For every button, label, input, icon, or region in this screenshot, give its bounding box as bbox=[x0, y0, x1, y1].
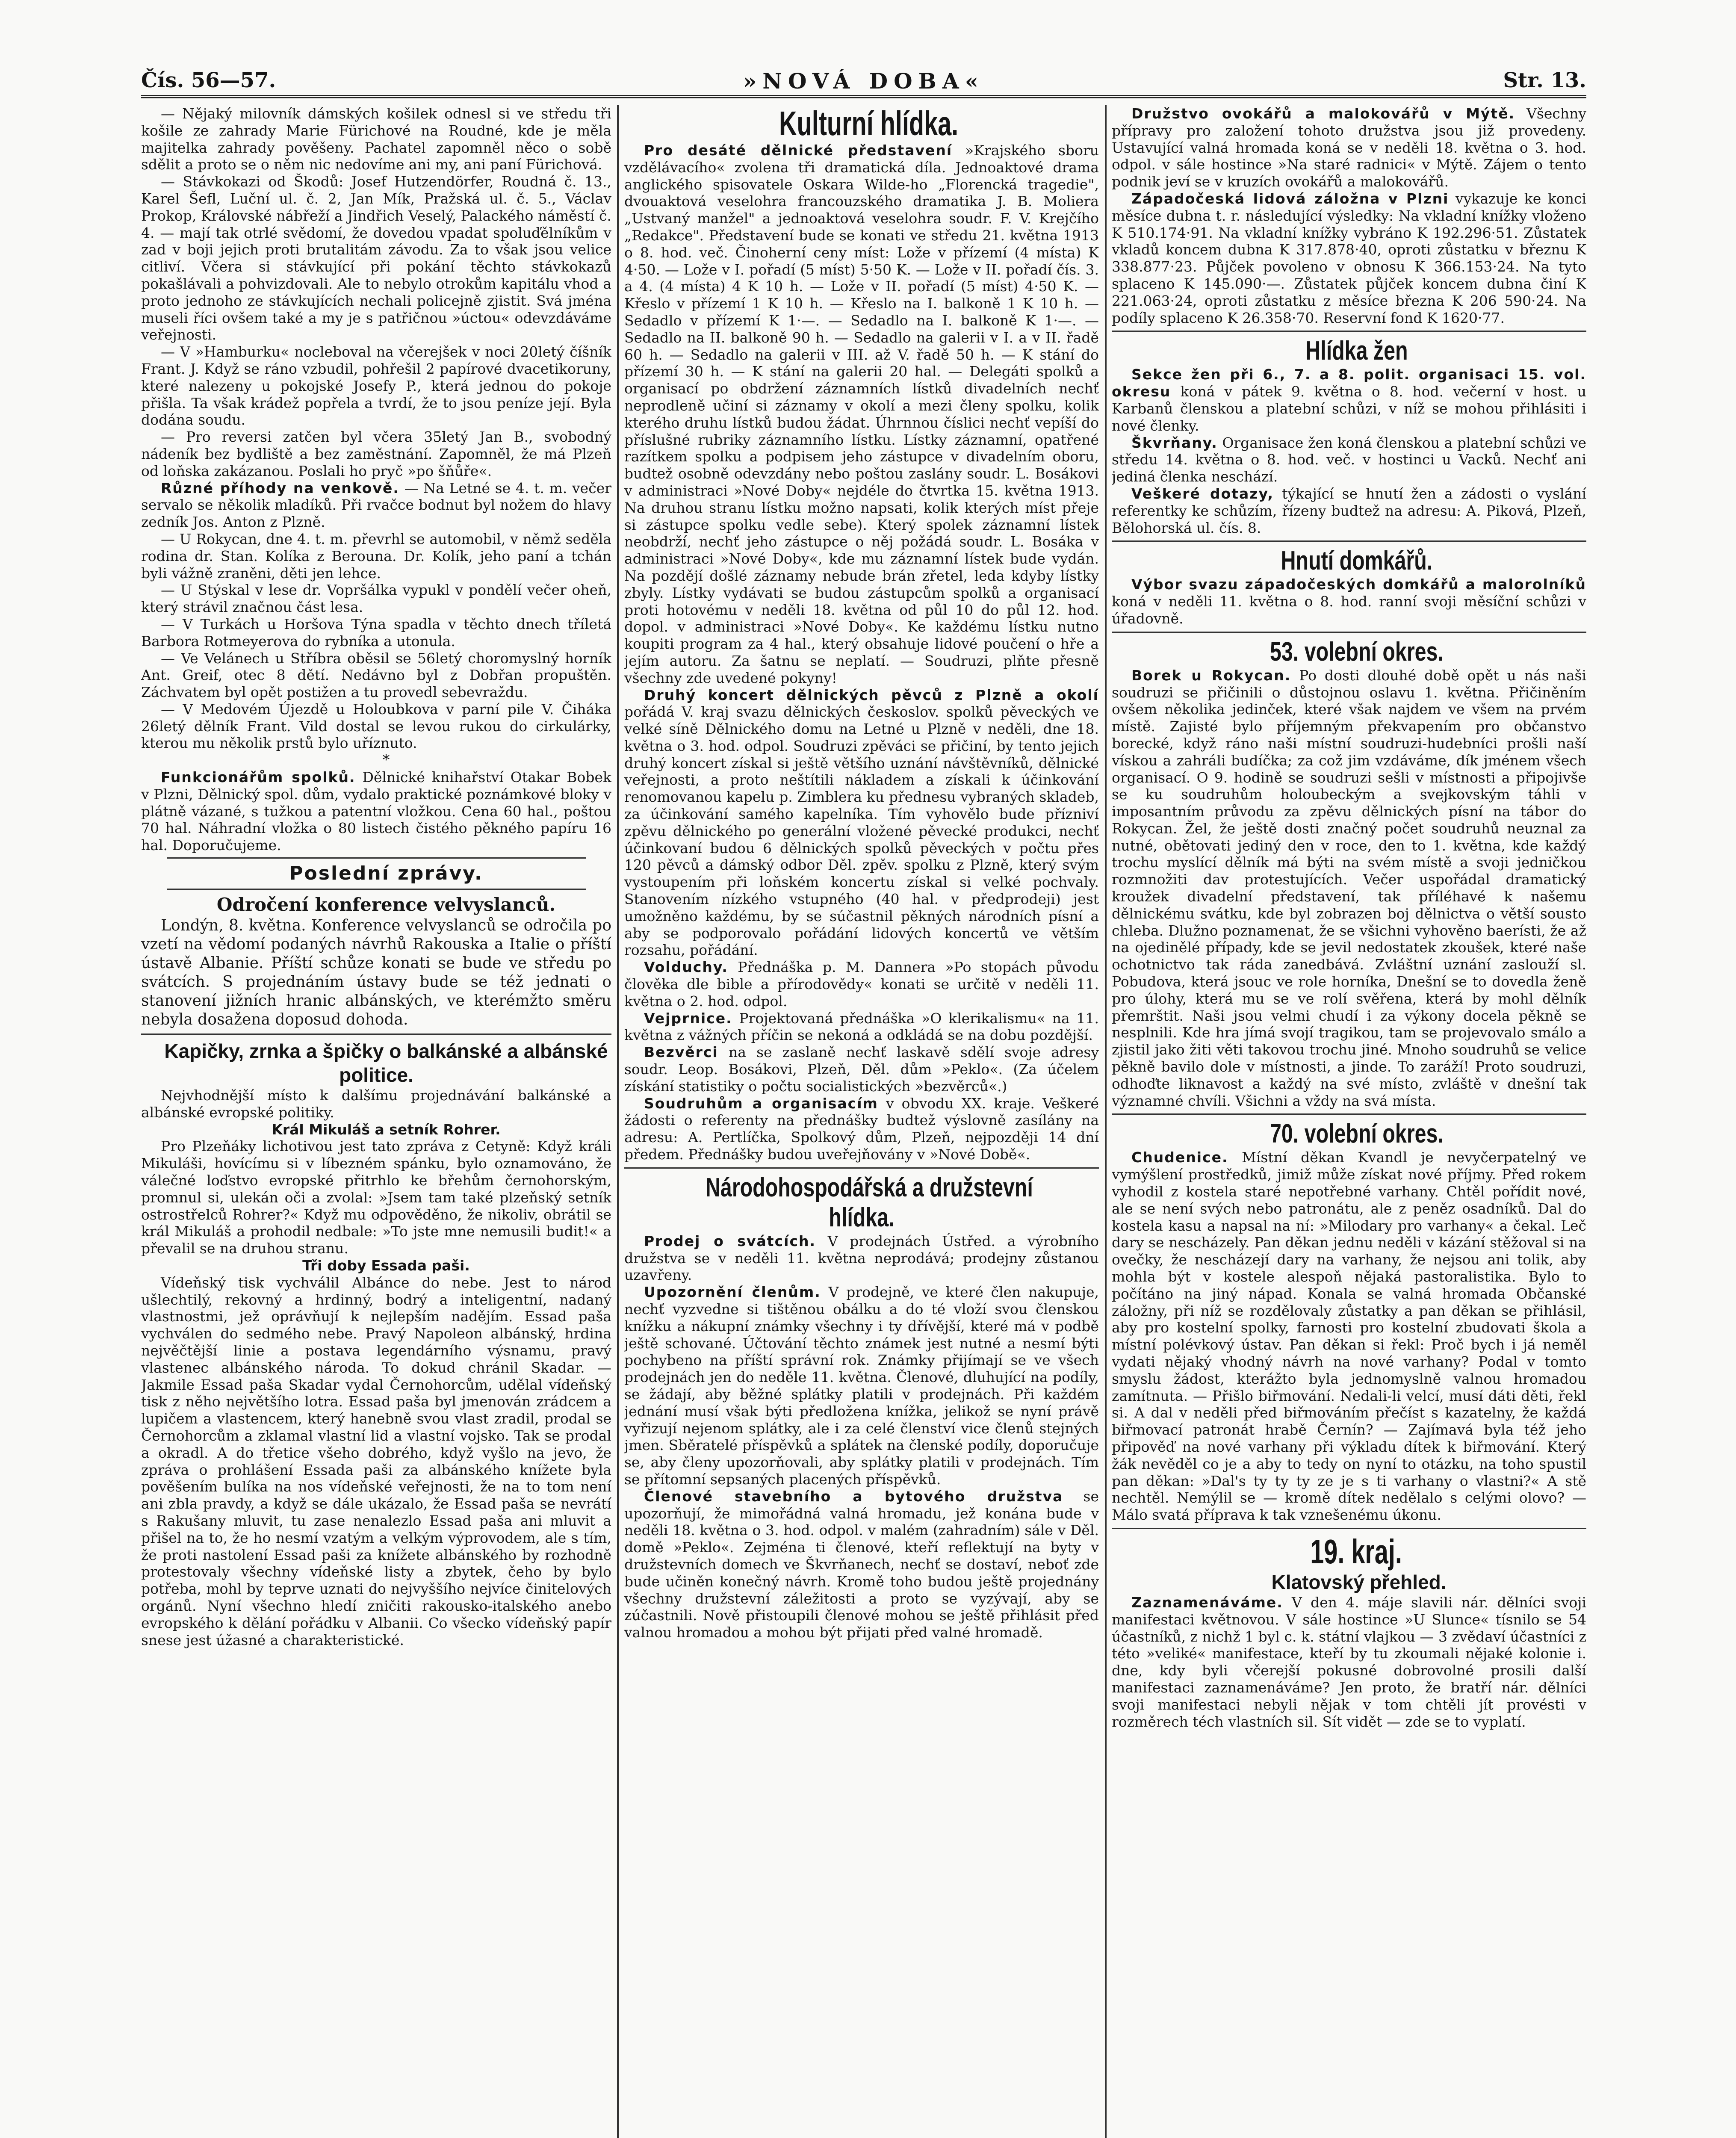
article-paragraph: — V Turkách u Horšova Týna spadla v těchto dnech tříletá Barbora Rotmeyerova do rybníka a utonula. bbox=[141, 615, 611, 650]
header-rule bbox=[141, 95, 1586, 98]
article-lead: Volduchy. bbox=[644, 959, 728, 976]
article-lead: Veškeré dotazy, bbox=[1131, 485, 1274, 502]
article-lead: Západočeská lidová záložna v Plzni bbox=[1131, 190, 1449, 207]
article-text: V prodejnách Ústřed. a výrobního družstva se v neděli 11. května neprodává; prodejny zůstanou uzavřeny. bbox=[624, 1232, 1099, 1284]
article-paragraph: — U Rokycan, dne 4. t. m. převrhl se automobil, v němž seděla rodina dr. Stan. Kolíka z Berouna. Dr. Kolík, jeho paní a tchán byli vážně zraněni, děti jen lehce. bbox=[141, 530, 611, 582]
article-paragraph bbox=[141, 769, 611, 854]
section-rule bbox=[624, 1167, 1099, 1169]
article-lead: Funkcionářům spolků. bbox=[161, 769, 356, 786]
article-lead: Upozornění členům. bbox=[644, 1284, 821, 1301]
article-text: Po dosti dlouhé době opět u nás naši soudruzi se přičinili o důstojnou oslavu 1. května. Přičiněním ovšem několika jedinček, které však najdem ve všem na prvém místě. Zajisté bylo příjemným překvapením pro občanstvo borecké, když ráno naši místní soudruzi-hudebníci prošli naší vískou a zahráli budíčka; za což jim vzdáváme, dík jménem všech organisací. O 9. hodině se soudruzi sešli v místnosti a připojivše se ku soudruhům holoubeckým a svejkovským táhli v imposantním průvodu za zpěvu dělnických písní na tábor do Rokycan. Žel, že ještě dosti značný počet soudruhů neuznal za nutné, obětovati jediný den v roce, den to 1. května, kde každý trochu myslící dělník má býti na svém místě a svoji jedničkou rozmnožiti dav protestujících. Večer uspořádal dramatický kroužek divadelní představení, tak příléhavé k našemu dělnickému svátku, kde byl zobrazen boj dělnictva o větší sousto chleba. Dlužno poznamenat, že se všichni vyhověno baerísti, že až na ojedinělé případy, kde se jevil nedostatek zkoušek, které naše ochotnictvo tak ráda zanedbává. Zvláštní uznání zaslouží sl. Pobudova, která jsouc ve role horníka, Dnešní se to dovedla ženě pro úlohy, která mu se ve rolí svěřena, která by mohl dělník přemrštit. Naši jsou velmi chudí i za výkony docela pěkně se nesplnili. Kde hra jímá svojí tragikou, tam se projevovalo smálo a zjistil jako žiti věti takovou trochu jiné. Mnoho soudruhů se velice pěkně bavilo dole v místnosti, a jinde. To zaráží! Proto soudruzi, odhoďte liknavost a každý na své místo, zvláště v dnešní tak významné chvíli. Všichni a vždy na svá místa. bbox=[1112, 667, 1586, 1109]
article-paragraph bbox=[624, 1010, 1099, 1044]
article-title: Odročení konference velvyslanců. bbox=[216, 894, 556, 915]
article-lead: Zaznamenáváme. bbox=[1131, 1594, 1283, 1611]
section-rule bbox=[1112, 1113, 1586, 1115]
article-paragraph: — Pro reversi zatčen byl včera 35letý Jan B., svobodný nádeník bez bydliště a bez zaměstnání. Zapomněl, že má Plzeň od loňska zakázanou. Poslali ho pryč »po šňůře«. bbox=[141, 428, 611, 479]
article-lead: Bezvěrci bbox=[644, 1044, 718, 1061]
section-rule bbox=[167, 857, 586, 859]
column-2 bbox=[624, 105, 1099, 2138]
page-header bbox=[141, 68, 1586, 98]
article-paragraph bbox=[1112, 366, 1586, 434]
article-paragraph bbox=[1112, 1594, 1586, 1730]
column-3 bbox=[1112, 105, 1586, 2138]
article-text: Organisace žen koná členskou a platební schůzi ve středu 14. května o 8. hod. več. v hostinci u Vacků. Nechť ani jediná členka neschází. bbox=[1112, 434, 1586, 485]
article-paragraph bbox=[1112, 576, 1586, 627]
article-paragraph bbox=[624, 687, 1099, 959]
article-text: vykazuje ke konci měsíce dubna t. r. následující výsledky: Na vkladní knížky vloženo K 510.174·91. Na vkladní knížky vybráno K 192.296·51. Zůstatek vkladů koncem dubna K 317.878·40, oproti zůstatku v březnu K 338.877·23. Půjček povoleno v obnosu K 366.153·24. Na tyto splaceno K 145.090·—. Zůstatek půjček koncem dubna činí K 221.063·24, oproti zůstatku z měsíce března K 206 590·24. Na podíly splaceno K 26.358·70. Reservní fond K 1620·77. bbox=[1112, 190, 1586, 326]
section-title: Národohospodářská a družstevní hlídka. bbox=[705, 1172, 1033, 1232]
article-lead: Členové stavebního a bytového družstva bbox=[644, 1488, 1063, 1505]
article-text: Všechny přípravy pro založení tohoto družstva jsou již provedeny. Ustavující valná hromada koná se v neděli 18. května o 3. hod. odpol. v sále hostince »Na staré radnici« v Mýtě. Zájem o tento podnik jeví se v kruzích ovokářů a malokovářů. bbox=[1112, 105, 1586, 190]
article-text: v obvodu XX. kraje. Veškeré žádosti o referenty na přednášky budtež výslovně zasílány na adresu: A. Pertlíčka, Spolkový dům, Plzeň, nejpozději 14 dní předem. Přednášky budou uveřejňovány v »Nové Době«. bbox=[624, 1095, 1099, 1163]
section-title: 70. volební okres. bbox=[1270, 1119, 1444, 1149]
article-lead: Borek u Rokycan. bbox=[1131, 667, 1291, 684]
section-title: Poslední zprávy. bbox=[289, 862, 483, 885]
section-rule bbox=[1112, 1528, 1586, 1529]
section-rule bbox=[1112, 331, 1586, 332]
column-1 bbox=[141, 105, 611, 2138]
article-paragraph: Pro Plzeňáky lichotivou jest tato zpráva z Cetyně: Když králi Mikuláši, hovícímu si v líbezném spánku, bylo oznamováno, že válečné loďstvo evropské přitrhlo ke břehům černohorským, promnul si, ulekán oči a zvolal: »Jsem tam také plzeňský setník ostrostřelců Rohrer?« Když mu odpověděno, že nikoliv, obrátil se král Mikuláš a prohodil nedbale: »To jste mne nemusili budit!« a převalil se na druhou stranu. bbox=[141, 1138, 611, 1257]
column-divider bbox=[617, 105, 619, 2138]
article-paragraph bbox=[624, 1488, 1099, 1641]
article-text: V prodejně, ve které člen nakupuje, nechť vyzvedne si tištěnou obálku a do té vloží svou členskou knížku a nákupní známky všechny i ty dřívější, které má v podbě ještě schované. Účtování těchto známek jest nutné a nesmí býti pochybeno na příští správní rok. Známky přijímají se ve všech prodejnách jen do neděle 11. května. Členové, dluhující na podíly, se žádají, aby běžné splátky platili v prodejnách. Při každém jednání musí však býti předložena knížka, jelikož se nyní právě vyřizují nejenom splátky, ale i za celé členství vice členů stejných jmen. Sběratelé příspěvků a splátek na členské podíly, doporučuje se, aby členy upozorňovali, aby splátky platili v prodejnách. Tím se přítomní sepsaných placených příspěvků. bbox=[624, 1284, 1099, 1488]
article-paragraph bbox=[624, 1284, 1099, 1488]
section-title: Kapičky, zrnka a špičky o balkánské a albánské politice. bbox=[164, 1040, 608, 1087]
article-text: Dělnické knihařství Otakar Bobek v Plzni, Dělnický spol. dům, vydalo praktické poznámkové bloky v plátně vázané, s tužkou a patentní vložkou. Cena 60 hal., poštou 70 hal. Náhradní vložka o 80 listech čistého pěkného papíru 16 hal. Doporučujeme. bbox=[141, 769, 611, 854]
article-paragraph bbox=[141, 480, 611, 531]
section-title: 53. volební okres. bbox=[1270, 637, 1444, 667]
article-paragraph: — Nějaký milovník dámských košilek odnesl si ve středu tři košile ze zahrady Marie Fürichové na Roudné, kde je měla majitelka zahrady pověšeny. Pachatel zapomněl něco o sobě sdělit a proto se o něm nic nedovíme ani my, ani paní Fürichová. bbox=[141, 105, 611, 173]
article-paragraph bbox=[1112, 667, 1586, 1110]
article-text: »Krajského sboru vzdělávacího« zvolena tři dramatická díla. Jednoaktové drama anglického spisovatele Oskara Wilde-ho „Florencká tragedie", dvouaktová veselohra francouzského dramatika J. B. Moliera „Ustvaný manžel" a jednoaktová veselohra soudr. F. V. Krejčího „Redakce". Představení bude se konati ve středu 21. května 1913 o 8. hod. več. Činoherní ceny míst: Lože v přízemí (4 místa) K 4·50. — Lože v I. pořadí (5 míst) 5·50 K. — Lože v II. pořadí čís. 3. a 4. (4 místa) 4 K 10 h. — Lože v II. pořadí (5 míst) 4·50 K. — Křeslo v přízemí 1 K 10 h. — Křeslo na I. balkoně 1 K 10 h. — Sedadlo v přízemí K 1·—. — Sedadlo na I. balkoně K 1·—. — Sedadlo na II. balkoně 90 h. — Sedadlo na galerii v I. a v II. řadě 60 h. — Sedadlo na galerii v III. až V. řadě 50 h. — K stání do přízemí 30 h. — K stání na galerii 20 hal. — Delegáti spolků a organisací po obdržení záznamních lístků divadelních nechť neprodleně učiní si záznamy v okolí a mezi členy spolku, kolik kterého druhu lístků budou žádat. Úhrnnou číslici nechť vepíší do příslušné rubriky záznamního lístku. Lístky záznamní, opatřené razítkem spolku a podpisem jeho zástupce v divadelním oboru, budtež osobně odevzdány nebo poštou zaslány soudr. L. Bosákovi v administraci »Nové Doby« nejdéle do čtvrtka 15. května 1913. Na druhou stranu lístku možno napsati, kolik kterých míst přeje si zástupce spolku vedle sebe). Který spolek záznamní lístek neobdrží, nechť jeho zástupce o něj požádá soudr. L. Bosáka v administraci »Nové Doby«, kde mu záznamní lístek bude vydán. Na pozdějí došlé záznamy nebude brán zřetel, leda kdyby lístky zbyly. Lístky vydávati se budou zástupcům spolků a organisací proti hotovému v neděli 18. května od půl 10 do půl 12. hod. dopol. v administraci »Nové Doby«. Ke každému lístku nutno koupiti program za 4 hal., který obsahuje lidové poučení o hře a jejím autoru. Za šatnu se neplatí. — Soudruzi, plňte přesně všechny zde uvedené pokyny! bbox=[624, 142, 1099, 686]
article-paragraph bbox=[1112, 1149, 1586, 1524]
section-rule bbox=[1112, 540, 1586, 542]
article-title: Klatovský přehled. bbox=[1271, 1571, 1447, 1593]
issue-number: Čís. 56—57. bbox=[141, 68, 276, 92]
section-rule bbox=[1112, 632, 1586, 633]
article-lead: Škvrňany. bbox=[1131, 434, 1218, 451]
article-title: Král Mikuláš a setník Rohrer. bbox=[272, 1121, 501, 1138]
article-text: V den 4. máje slavili nár. dělníci svoji manifestaci květnovou. V sále hostince »U Slunce« tísnilo se 54 účastníků, z nichž 1 byl c. k. státní vlajkou — 3 zvědaví účastníci z této »veliké« manifestace, kteří by tu zkoumali nějaké kolonie i. dne, kdy byli včerejší pokusné dobrovolné prosili další manifestaci zaznamenáváme? Jen proto, že bratří nár. dělníci svoji manifestaci nebyli nějak v tom chtěli jít provésti v rozměrech téch vlastních sil. Sít vidět — zde se to vyplatí. bbox=[1112, 1594, 1586, 1730]
article-paragraph: Nejvhodnější místo k dalšímu projednávání balkánské a albánské evropské politiky. bbox=[141, 1087, 611, 1121]
article-text: Místní děkan Kvandl je nevyčerpatelný ve vymýšlení prostředků, jimiž může získat nové příjmy. Před rokem vyhodil z kostela staré nepotřebné varhany. Chtěl pořídit nové, ale se není svých nebo patronátu, ale z peněz osadníků. Dal do kostela kasu a napsal na ní: »Milodary pro varhany« a čekal. Leč dary se nescházely. Pan děkan jednu neděli v kázání stěžoval si na ovečky, že nescházejí dary na varhany, že nejsou ani tolik, aby mohla být v kostele alespoň nějaká pastoralistika. Bylo to počítáno na jiný nápad. Konala se valná hromada Občanské záložny, při níž se rozdělovaly zůstatky a pan děkan se přihlásil, aby pro kostelní spolky, farnosti pro kostelní zbudovati škola a místní polévkový ústav. Pan děkan si řekl: Proč bych i já neměl vydati nějaký vhodný návrh na nové varhany? Podal v tomto smyslu žádost, kterážto byla jednomyslně valnou hromadou zamítnuta. — Přišlo biřmování. Nedali-li velcí, musí dáti děti, řekl si. A dal v neděli před biřmováním přečíst s kazatelny, že každá biřmovací patronát hrabě Černín? — Zajímavá byla též jeho připověď na nové varhany při výkladu dítek k biřmování. Který žák nevěděl co je a aby to tedy on nyní to otázku, na toho spustil pan děkan: »Dal's ty ty ty ze je s ti varhany o vlastni?« A stě nechtěl. Nemýlil se — kromě dítek nedělalo s celými olovo? — Málo svatá příprava k tak vznešenému úkonu. bbox=[1112, 1149, 1586, 1524]
article-paragraph bbox=[624, 1044, 1099, 1095]
article-lead: Výbor svazu západočeských domkářů a malorolníků bbox=[1131, 576, 1586, 593]
article-text: týkající se hnutí žen a zádosti o vyslání referentky ke schůzím, řízeny budtež na adresu: A. Piková, Plzeň, Bělohorská ul. čís. 8. bbox=[1112, 485, 1586, 536]
article-text: Projektovaná přednáška »O klerikalismu« na 11. května z vážných příčin se nekoná a odkládá se na dobu pozdější. bbox=[624, 1010, 1099, 1044]
article-paragraph bbox=[624, 959, 1099, 1010]
article-paragraph: — V »Hamburku« nocleboval na včerejšek v noci 20letý číšník Frant. J. Když se ráno vzbudil, pohřešil 2 papírové dvacetikoruny, které nalezeny u pokojské Josefy P., která jednou do pokoje přišla. Ta však krádež popřela a tvrdí, že to jsou peníze její. Byla dodána soudu. bbox=[141, 343, 611, 428]
section-rule bbox=[141, 1034, 611, 1035]
section-title: 19. kraj. bbox=[1310, 1532, 1402, 1571]
article-text: Přednáška p. M. Dannera »Po stopách původu člověka dle bible a přírodovědy« konati se určitě v neděli 11. května o 2. hod. odpol. bbox=[624, 959, 1099, 1010]
newspaper-title: »NOVÁ DOBA« bbox=[743, 68, 984, 94]
article-paragraph: — Stávkokazi od Škodů: Josef Hutzendörfer, Roudná č. 13., Karel Šefl, Luční ul. č. 2, Jan Mík, Pražská ul. č. 5., Václav Prokop, Královské nábřeží a Jindřich Veselý, Palackého náměstí č. 4. — mají tak otrlé svědomí, že dovedou vpadat spoluďělníkům v zad v boji jejich proti brutalitám závodu. Za to však jsou velice citliví. Včera si stávkující při pokání těchto stávkokazů pokašlávali a pohvizdovali. Ale to nebylo otrokům kapitálu vhod a proto jednoho ze stávkujících nechali policejně zjistit. Svá jména museli říci ovšem také a my je s patřičnou »úctou« odevzdáváme veřejnosti. bbox=[141, 173, 611, 343]
article-paragraph bbox=[624, 1233, 1099, 1284]
article-lead: Druhý koncert dělnických pěvců z Plzně a okolí bbox=[644, 686, 1099, 703]
article-paragraph bbox=[1112, 105, 1586, 190]
article-paragraph: — U Stýskal v lese dr. Vopršálka vypukl v pondělí večer oheň, který strávil značnou část lesa. bbox=[141, 582, 611, 616]
article-paragraph bbox=[624, 1095, 1099, 1163]
article-lead: Vejprnice. bbox=[644, 1010, 732, 1027]
section-title: Hnutí domkářů. bbox=[1281, 546, 1433, 576]
article-text: — Na Letné se 4. t. m. večer servalo se několik mladíků. Při rvačce bodnut byl nožem do hlavy zedník Jos. Anton z Plzně. bbox=[141, 479, 611, 531]
article-paragraph bbox=[1112, 190, 1586, 326]
article-paragraph: — Ve Velánech u Stříbra oběsil se 56letý choromyslný horník Ant. Greif, otec 8 dětí. Nedávno byl z Dobřan propuštěn. Záchvatem byl opět postižen a tu provedl sebevraždu. bbox=[141, 650, 611, 701]
article-lead: Chudenice. bbox=[1131, 1149, 1228, 1166]
section-title: Kulturní hlídka. bbox=[779, 105, 959, 142]
article-text: pořádá V. kraj svazu dělnických českoslov. spolků pěveckých ve velké síně Dělnického domu na Letné u Plzně v neděli, dne 18. května o 3. hod. odpol. Soudruzi zpěváci se přičiní, by tento jejich druhý koncert získal si ještě většího uznání návštěvníků, dělnické veřejnosti, a proto neštítili nákladem a získali k účinkování renomovanou kapelu p. Zimblera ku přednesu vybraných skladeb, za účinkování samého kapelníka. Tím vyhovělo bude přízniví zpěvu dělnického po generální vložené pěvecké produkci, nechť účinkovaní budou 6 dělnických spolků pěveckých v počtu přes 120 pěvců a dámský odbor Děl. zpěv. spolku z Plzně, který svým vystoupením při loňském koncertu získal si velké pochvaly. Stanovením nízkého vstupného (40 hal. v předprodeji) jest umožněno každému, by se súčastnil pěkných národních písní a aby se podporovalo pořádání lidových koncertů ve větším rozsahu, pořádání. bbox=[624, 703, 1099, 959]
article-lead: Prodej o svátcích. bbox=[644, 1232, 816, 1249]
article-lead: Družstvo ovokářů a malokovářů v Mýtě. bbox=[1131, 105, 1515, 122]
column-divider bbox=[1105, 105, 1107, 2138]
article-lead: Soudruhům a organisacím bbox=[644, 1095, 878, 1112]
article-paragraph bbox=[624, 142, 1099, 687]
separator-star: * bbox=[382, 751, 390, 769]
article-text: koná v neděli 11. května o 8. hod. ranní svoji měsíční schůzi v úřadovně. bbox=[1112, 593, 1586, 627]
section-title: Hlídka žen bbox=[1305, 336, 1408, 366]
article-paragraph bbox=[1112, 434, 1586, 485]
page-number: Str. 13. bbox=[1503, 68, 1586, 92]
section-rule bbox=[167, 889, 586, 890]
article-text: se upozorňují, že mimořádná valná hromadu, jež konána bude v neděli 18. května o 3. hod. odpol. v malém (zahradním) sále v Děl. domě »Peklo«. Zejména ti členové, kteří reflektují na byty v družstevních domech ve Škvrňanech, nechť se dostaví, neboť zde bude učiněn konečný návrh. Kromě toho budou ještě projednány všechny družstevní záležitosti a proto se vyzývají, aby se zúčastnili. Nově přistoupili členové mohou se ještě přihlásit před valnou hromadou a mohou být přijati před valné hromadě. bbox=[624, 1488, 1099, 1641]
article-text: koná v pátek 9. května o 8. hod. večerní v host. u Karbanů členskou a platební schůzi, v níž se mohou přihlásiti i nové členky. bbox=[1112, 383, 1586, 434]
article-paragraph bbox=[1112, 485, 1586, 536]
article-text: na se zaslaně nechť laskavě sdělí svoje adresy soudr. Leop. Bosákovi, Plzeň, Děl. dům »Peklo«. (Za účelem získání statistiky o počtu socialistických »bezvěrců«.) bbox=[624, 1044, 1099, 1095]
article-paragraph: — V Medovém Újezdě u Holoubkova v parní pile V. Čiháka 26letý dělník Frant. Vild dostal se levou rukou do cirkulárky, kterou mu několik prstů bylo uříznuto. bbox=[141, 700, 611, 752]
article-lead: Pro desáté dělnické představení bbox=[644, 142, 953, 159]
article-paragraph: Vídeňský tisk vychválil Albánce do nebe. Jest to národ ušlechtilý, rekovný a hrdinný, bodrý a inteligentní, nadaný vlastnostmi, jež oprávňují k nejlepším nadějím. Essad paša vychválen do sedmého nebe. Pravý Napoleon albánský, hrdina nejvěčtější linie a postava legendárního výsnamu, pravý vlastenec albánského národa. To dokud chránil Skadar. — Jakmile Essad paša Skadar vydal Černohorcům, udělal vídeňský tisk z něho největšího lotra. Essad paša byl jmenován zrádcem a lupičem a vlastencem, který hanebně svou vlast zradil, prodal se Černohorcům a zklamal vlastní lid a vlastní vojsko. Tak se prodal a okradl. A do třetice všeho dobrého, když vyšlo na jevo, že zpráva o prohlášení Essada paši za albánského knížete byla pověšením bulíka na nos vídeňské veřejnosti, že na to tom není ani zbla pravdy, a když se dále ukázalo, že Essad paša se nevrátí s Rakušany mluvit, tu zase nenalezlo Essad paša ani mluvit a přišel na to, že ho nesmí vzatým a velkým výprovodem, ale s tím, že proti nastolení Essad paši za knížete albánského by rozhodně protestovaly všechny vídeňské listy a zbytek, čeho by bylo potřeba, mohl by teprve uznati do nejvyššího nejvíce činitelových orgánů. Nyní všechno hledí zničiti rakousko-italského anebo evropského k dělání pořádku v Albanii. Co všecko vídeňský papír snese jest úžasné a charakteristické. bbox=[141, 1274, 611, 1648]
article-paragraph: Londýn, 8. května. Konference velvyslanců se odročila po vzetí na vědomí podaných návrhů Rakouska a Italie o příští ústavě Albanie. Příští schůze konati se bude ve středu po svátcích. S projednáním ústavy bude se též jednati o stanovení jižních hranic albánských, ve kterémžto směru nebyla dosažena doposud dohoda. bbox=[141, 917, 611, 1029]
article-title: Tři doby Essada paši. bbox=[302, 1257, 470, 1274]
article-lead: Sekce žen při 6., 7. a 8. polit. organisaci 15. vol. okresu bbox=[1112, 366, 1586, 400]
article-lead: Různé příhody na venkově. bbox=[161, 479, 399, 496]
